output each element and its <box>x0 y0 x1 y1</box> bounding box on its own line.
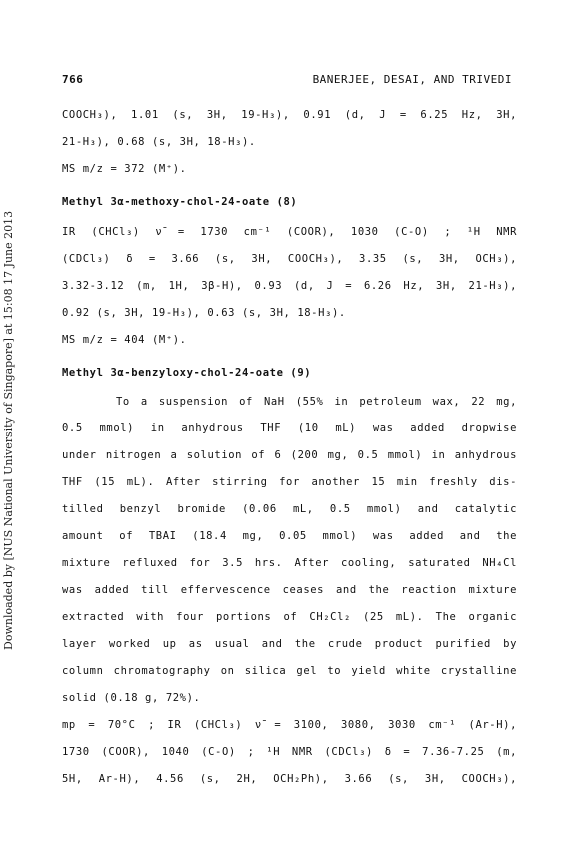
text-line: 3.32-3.12 (m, 1H, 3β-H), 0.93 (d, J = 6.26 Hz, 3H, 21-H₃), <box>62 280 517 292</box>
text-line: MS m/z = 372 (M⁺). <box>62 163 187 175</box>
text-line: tilled benzyl bromide (0.06 mL, 0.5 mmol) and catalytic <box>62 503 517 515</box>
text-line: To a suspension of NaH (55% in petroleum wax, 22 mg, <box>116 396 517 408</box>
text-line: MS m/z = 404 (M⁺). <box>62 334 187 346</box>
text-line: 1730 (COOR), 1040 (C-O) ; ¹H NMR (CDCl₃) δ = 7.36-7.25 (m, <box>62 746 517 758</box>
text-line: 0.5 mmol) in anhydrous THF (10 mL) was added dropwise <box>62 422 517 434</box>
text-line: (CDCl₃) δ = 3.66 (s, 3H, COOCH₃), 3.35 (s, 3H, OCH₃), <box>62 253 517 265</box>
text-line: mixture refluxed for 3.5 hrs. After cooling, saturated NH₄Cl <box>62 557 517 569</box>
text-line: solid (0.18 g, 72%). <box>62 692 201 704</box>
running-authors: BANERJEE, DESAI, AND TRIVEDI <box>312 73 512 86</box>
text-line: layer worked up as usual and the crude product purified by <box>62 638 517 650</box>
text-line: 21-H₃), 0.68 (s, 3H, 18-H₃). <box>62 136 256 148</box>
text-line: extracted with four portions of CH₂Cl₂ (25 mL). The organic <box>62 611 517 623</box>
compound-heading: Methyl 3α-methoxy-chol-24-oate (8) <box>62 196 298 208</box>
text-line: COOCH₃), 1.01 (s, 3H, 19-H₃), 0.91 (d, J = 6.25 Hz, 3H, <box>62 109 517 121</box>
text-line: 0.92 (s, 3H, 19-H₃), 0.63 (s, 3H, 18-H₃). <box>62 307 346 319</box>
compound-heading: Methyl 3α-benzyloxy-chol-24-oate (9) <box>62 367 312 379</box>
text-line: THF (15 mL). After stirring for another 15 min freshly dis- <box>62 476 517 488</box>
download-watermark: Downloaded by [NUS National University of Singapore] at 15:08 17 June 2013 <box>2 210 15 650</box>
text-line: column chromatography on silica gel to yield white crystalline <box>62 665 517 677</box>
text-line: under nitrogen a solution of 6 (200 mg, 0.5 mmol) in anhydrous <box>62 449 517 461</box>
text-line: IR (CHCl₃) ν̄ = 1730 cm⁻¹ (COOR), 1030 (C-O) ; ¹H NMR <box>62 226 517 238</box>
text-line: was added till effervescence ceases and the reaction mixture <box>62 584 517 596</box>
text-line: mp = 70°C ; IR (CHCl₃) ν̄ = 3100, 3080, 3030 cm⁻¹ (Ar-H), <box>62 719 517 731</box>
text-line: 5H, Ar-H), 4.56 (s, 2H, OCH₂Ph), 3.66 (s, 3H, COOCH₃), <box>62 773 517 785</box>
page-number: 766 <box>62 73 84 86</box>
text-line: amount of TBAI (18.4 mg, 0.05 mmol) was added and the <box>62 530 517 542</box>
